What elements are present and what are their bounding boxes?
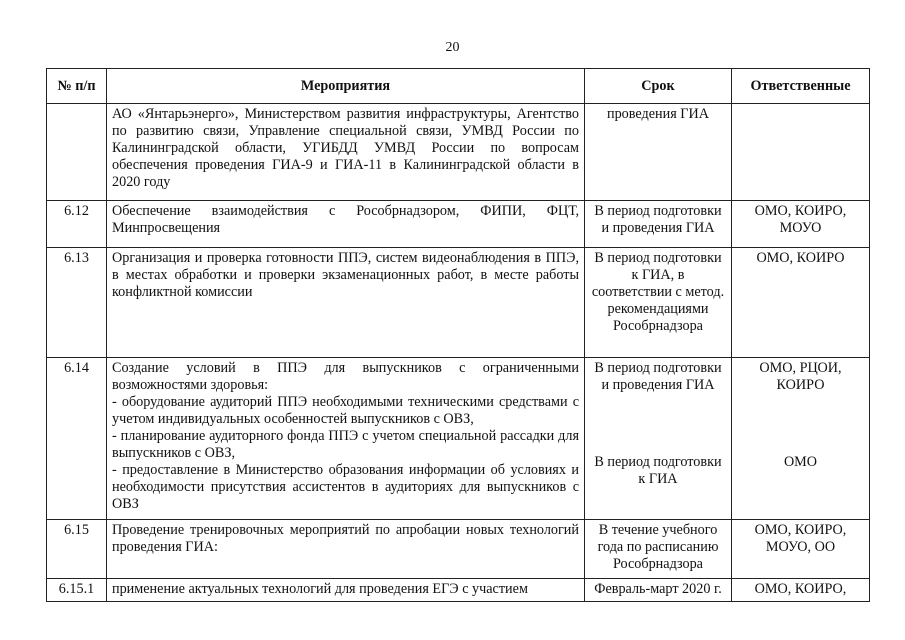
responsible-part: ОМО, РЦОИ, КОИРО [759, 360, 842, 393]
table-row [47, 520, 870, 579]
row-term: В период подготовки к ГИА, в соответствии с метод. рекомендациями Рособрнадзора [585, 248, 732, 358]
table-row [47, 248, 870, 358]
responsible-part: ОМО [783, 454, 818, 470]
row-term: В период подготовки и проведения ГИА [585, 201, 732, 248]
row-num: 6.13 [47, 248, 107, 358]
row-term: Февраль-март 2020 г. [585, 579, 732, 602]
row-activity: Проведение тренировочных мероприятий по апробации новых технологий проведения ГИА: [107, 520, 585, 579]
table-row [47, 579, 870, 602]
page-number: 20 [445, 40, 460, 55]
table-header-row [47, 69, 870, 104]
row-responsible [732, 104, 870, 201]
row-responsible: ОМО, КОИРО [732, 248, 870, 358]
term-part: В период подготовки и проведения ГИА [594, 360, 722, 393]
table-row [47, 104, 870, 201]
activity-item: - оборудование аудиторий ППЭ необходимыми техническими средствами с учетом индивидуальных особенностей выпускников с ОВЗ, [112, 394, 579, 427]
row-activity: Организация и проверка готовности ППЭ, систем видеонаблюдения в ППЭ, в местах обработки и проверки экзаменационных работ, в месте работы конфликтной комиссии [107, 248, 585, 358]
row-num: 6.14 [47, 358, 107, 520]
events-table [46, 68, 870, 602]
row-num: 6.12 [47, 201, 107, 248]
term-part: В период подготовки к ГИА [594, 454, 722, 487]
row-num: 6.15.1 [47, 579, 107, 602]
row-activity: АО «Янтарьэнерго», Министерством развития инфраструктуры, Агентство по развитию связи, Управление специальной связи, УМВД России по Калининградской области, УГИБДД УМВД России по вопросам обеспечения проведения ГИА-9 и ГИА-11 в Калининградской области в 2020 году [107, 104, 585, 201]
row-activity: применение актуальных технологий для проведения ЕГЭ с участием [107, 579, 585, 602]
row-activity [107, 358, 585, 520]
table-row [47, 358, 870, 520]
activity-item: - планирование аудиторного фонда ППЭ с учетом специальной рассадки для выпускников с ОВЗ, [112, 428, 579, 461]
row-term: В течение учебного года по расписанию Рособрнадзора [585, 520, 732, 579]
row-responsible: ОМО, КОИРО, МОУО [732, 201, 870, 248]
header-responsible: Ответственные [732, 69, 870, 104]
row-term: проведения ГИА [585, 104, 732, 201]
row-responsible [732, 358, 870, 520]
activity-intro: Создание условий в ППЭ для выпускников с ограниченными возможностями здоровья: [112, 360, 579, 393]
table-row [47, 201, 870, 248]
header-num: № п/п [47, 69, 107, 104]
row-responsible: ОМО, КОИРО, [732, 579, 870, 602]
header-activity: Мероприятия [107, 69, 585, 104]
row-term [585, 358, 732, 520]
row-num [47, 104, 107, 201]
activity-item: - предоставление в Министерство образования информации об условиях и необходимости присутствия ассистентов в аудиториях для выпускников с ОВЗ [112, 462, 579, 512]
row-responsible: ОМО, КОИРО, МОУО, ОО [732, 520, 870, 579]
row-num: 6.15 [47, 520, 107, 579]
header-term: Срок [585, 69, 732, 104]
row-activity: Обеспечение взаимодействия с Рособрнадзором, ФИПИ, ФЦТ, Минпросвещения [107, 201, 585, 248]
